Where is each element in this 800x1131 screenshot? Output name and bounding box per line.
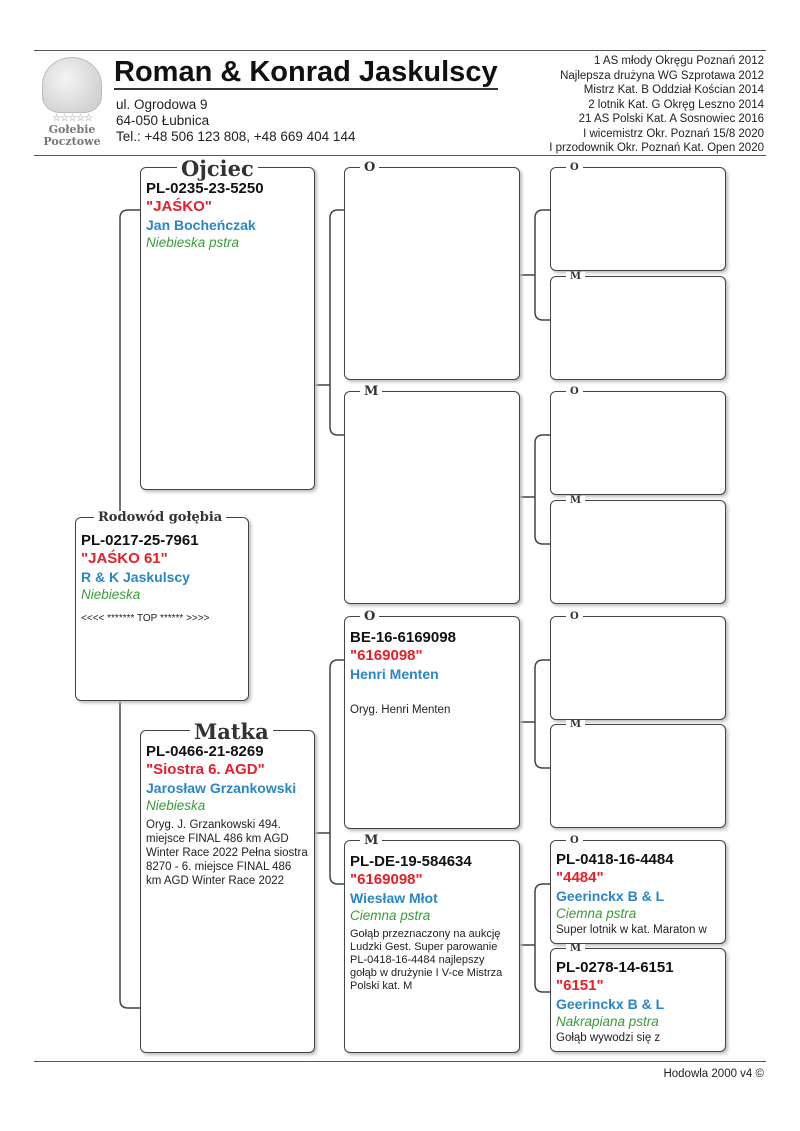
city: 64-050 Łubnica [116, 113, 210, 128]
ancestor-card[interactable] [550, 724, 726, 828]
ancestor-card[interactable] [550, 391, 726, 495]
ancestor-card[interactable] [550, 840, 726, 944]
pigeon-name: "6169098" [350, 871, 423, 888]
color: Nakrapiana pstra [556, 1014, 659, 1029]
ring-number: PL-0466-21-8269 [146, 743, 264, 760]
pigeon-name: "4484" [556, 869, 604, 886]
ancestor-card[interactable] [550, 500, 726, 604]
subject-card[interactable] [75, 517, 249, 701]
paternal-grandmother-card[interactable] [344, 391, 520, 604]
subject-label: Rodowód gołębia [94, 511, 226, 524]
dam-label: M [566, 944, 585, 954]
ring-number: PL-0278-14-6151 [556, 959, 674, 976]
ring-number: BE-16-6169098 [350, 629, 456, 646]
logo-text: Gołebie [48, 123, 96, 136]
mother-label: Matka [190, 721, 273, 742]
color: Niebieska pstra [146, 235, 240, 250]
street: ul. Ogrodowa 9 [116, 97, 208, 112]
dam-label: M [566, 720, 585, 730]
breeder: Geerinckx B & L [556, 996, 665, 1012]
achievement: 21 AS Polski Kat. A Sosnowiec 2016 [578, 113, 764, 125]
breeder: Geerinckx B & L [556, 888, 665, 904]
color: Ciemna pstra [556, 906, 637, 921]
maternal-grandfather-card[interactable] [344, 616, 520, 829]
ring-number: PL-0418-16-4484 [556, 851, 674, 868]
ancestor-card[interactable] [550, 276, 726, 380]
sire-label: O [566, 163, 583, 173]
sire-label: O [566, 387, 583, 397]
phone: Tel.: +48 506 123 808, +48 669 404 144 [116, 129, 356, 144]
notes: Oryg. J. Grzankowski 494. miejsce FINAL 486 km AGD Winter Race 2022 Pełna siostra 8270 - 6. miejsce FINAL 486 km AGD Winter Race 2022 [146, 819, 308, 887]
color: Niebieska [81, 587, 141, 602]
breeder: Jan Bocheńczak [146, 217, 256, 233]
achievement: 1 AS młody Okręgu Poznań 2012 [593, 55, 764, 67]
achievement: Mistrz Kat. B Oddział Kościan 2014 [583, 84, 764, 96]
pigeon-name: "6151" [556, 977, 604, 994]
achievement: 2 lotnik Kat. G Okręg Leszno 2014 [588, 98, 764, 111]
pigeon-name: "Siostra 6. AGD" [146, 761, 265, 778]
notes: Gołąb przeznaczony na aukcję Ludzki Gest. Super parowanie PL-0418-16-4484 najlepszy gołąb w drużynie I V-ce Mistrza Polski kat. M [350, 928, 503, 992]
breeder: Henri Menten [350, 666, 439, 682]
achievement: I przodownik Okr. Poznań Kat. Open 2020 [549, 142, 764, 154]
pigeon-name: "JAŚKO 61" [81, 550, 168, 567]
ancestor-card[interactable] [550, 167, 726, 271]
footer-rule [34, 1061, 766, 1062]
father-card[interactable] [140, 167, 315, 490]
pigeon-name: "JAŚKO" [146, 198, 212, 215]
dam-label: M [566, 272, 585, 282]
sire-label: O [360, 161, 379, 174]
father-label: Ojciec [177, 158, 258, 179]
ancestor-card[interactable] [550, 616, 726, 720]
achievement: Najlepsza drużyna WG Szprotawa 2012 [560, 69, 764, 82]
logo-stars: ☆☆☆☆☆ [52, 113, 92, 124]
notes: Gołąb wywodzi się z [556, 1032, 661, 1044]
sire-label: O [566, 612, 583, 622]
mother-card[interactable] [140, 730, 315, 1053]
sire-label: O [566, 836, 583, 846]
maternal-grandmother-card[interactable] [344, 840, 520, 1053]
logo-text: Pocztowe [43, 135, 101, 148]
footer-credit: Hodowla 2000 v4 © [663, 1068, 764, 1080]
ring-number: PL-DE-19-584634 [350, 853, 472, 870]
notes: <<<< ******* TOP ****** >>>> [81, 613, 210, 624]
notes: Oryg. Henri Menten [350, 704, 451, 716]
ring-number: PL-0217-25-7961 [81, 532, 199, 549]
color: Ciemna pstra [350, 908, 431, 923]
breeder-title: Roman & Konrad Jaskulscy [114, 56, 498, 88]
breeder: Wiesław Młot [350, 890, 438, 906]
dam-label: M [566, 496, 585, 506]
dam-label: M [360, 385, 382, 398]
achievement: I wicemistrz Okr. Poznań 15/8 2020 [583, 127, 764, 140]
sire-label: O [360, 610, 379, 623]
notes: Super lotnik w kat. Maraton w [556, 924, 707, 936]
ring-number: PL-0235-23-5250 [146, 180, 264, 197]
pigeon-name: "6169098" [350, 647, 423, 664]
paternal-grandfather-card[interactable] [344, 167, 520, 380]
breeder: R & K Jaskulscy [81, 569, 190, 585]
ancestor-card[interactable] [550, 948, 726, 1052]
breeder: Jarosław Grzankowski [146, 780, 297, 796]
color: Niebieska [146, 798, 206, 813]
dam-label: M [360, 834, 382, 847]
